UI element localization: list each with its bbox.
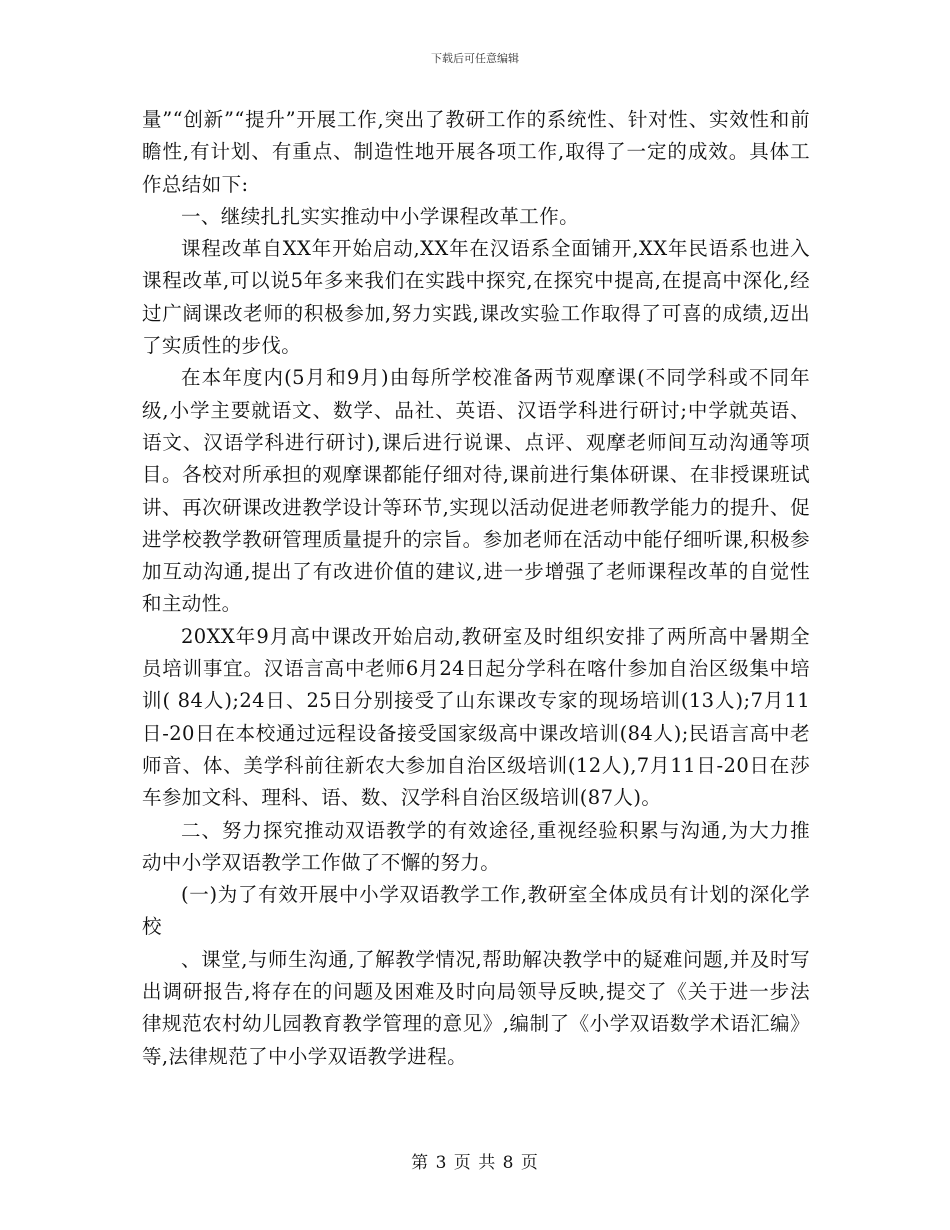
document-body [142,104,810,1073]
subsection-1-continued: 、课堂,与师生沟通,了解教学情况,帮助解决教学中的疑难问题,并及时写出调研报告,将存在的问题及困难及时向局领导反映,提交了《关于进一步法律规范农村幼儿园教育教学管理的意见》,编制了《小学双语数学术语汇编》等,法律规范了中小学双语教学进程。 [142,947,810,1068]
paragraph-high-school-training: 20XX年9月高中课改开始启动,教研室及时组织安排了两所高中暑期全员培训事宜。汉语言高中老师6月24日起分学科在喀什参加自治区级集中培训( 84人);24日、25日分别接受了山东课改专家的现场培训(13人);7月11日-20日在本校通过远程设备接受国家级高中课改培训(84人);民语言高中老师音、体、美学科前往新农大参加自治区级培训(12人),7月11日-20日在莎车参加文科、理科、语、数、汉学科自治区级培训(87人)。 [142,624,810,810]
paragraph-curriculum-reform: 课程改革自XX年开始启动,XX年在汉语系全面铺开,XX年民语系也进入课程改革,可以说5年多来我们在实践中探究,在探究中提高,在提高中深化,经过广阔课改老师的积极参加,努力实践,课改实验工作取得了可喜的成绩,迈出了实质性的步伐。 [142,237,810,358]
page-header-note: 下载后可任意编辑 [431,52,519,65]
paragraph-intro-continued: 量”“创新”“提升”开展工作,突出了教研工作的系统性、针对性、实效性和前瞻性,有计划、有重点、制造性地开展各项工作,取得了一定的成效。具体工作总结如下: [142,108,810,196]
section-heading-2: 二、努力探究推动双语教学的有效途径,重视经验积累与沟通,为大力推动中小学双语教学工作做了不懈的努力。 [142,818,810,874]
page-number: 第 3 页 共 8 页 [411,1153,539,1173]
section-heading-1: 一、继续扎扎实实推动中小学课程改革工作。 [181,204,580,228]
paragraph-observation-lessons: 在本年度内(5月和9月)由每所学校准备两节观摩课(不同学科或不同年级,小学主要就语文、数学、品社、英语、汉语学科进行研讨;中学就英语、语文、汉语学科进行研讨),课后进行说课、点评、观摩老师间互动沟通等项目。各校对所承担的观摩课都能仔细对待,课前进行集体研课、在非授课班试讲、再次研课改进教学设计等环节,实现以活动促进老师教学能力的提升、促进学校教学教研管理质量提升的宗旨。参加老师在活动中能仔细听课,积极参加互动沟通,提出了有改进价值的建议,进一步增强了老师课程改革的自觉性和主动性。 [142,366,810,616]
subsection-1-start: (一)为了有效开展中小学双语教学工作,教研室全体成员有计划的深化学校 [142,883,810,939]
